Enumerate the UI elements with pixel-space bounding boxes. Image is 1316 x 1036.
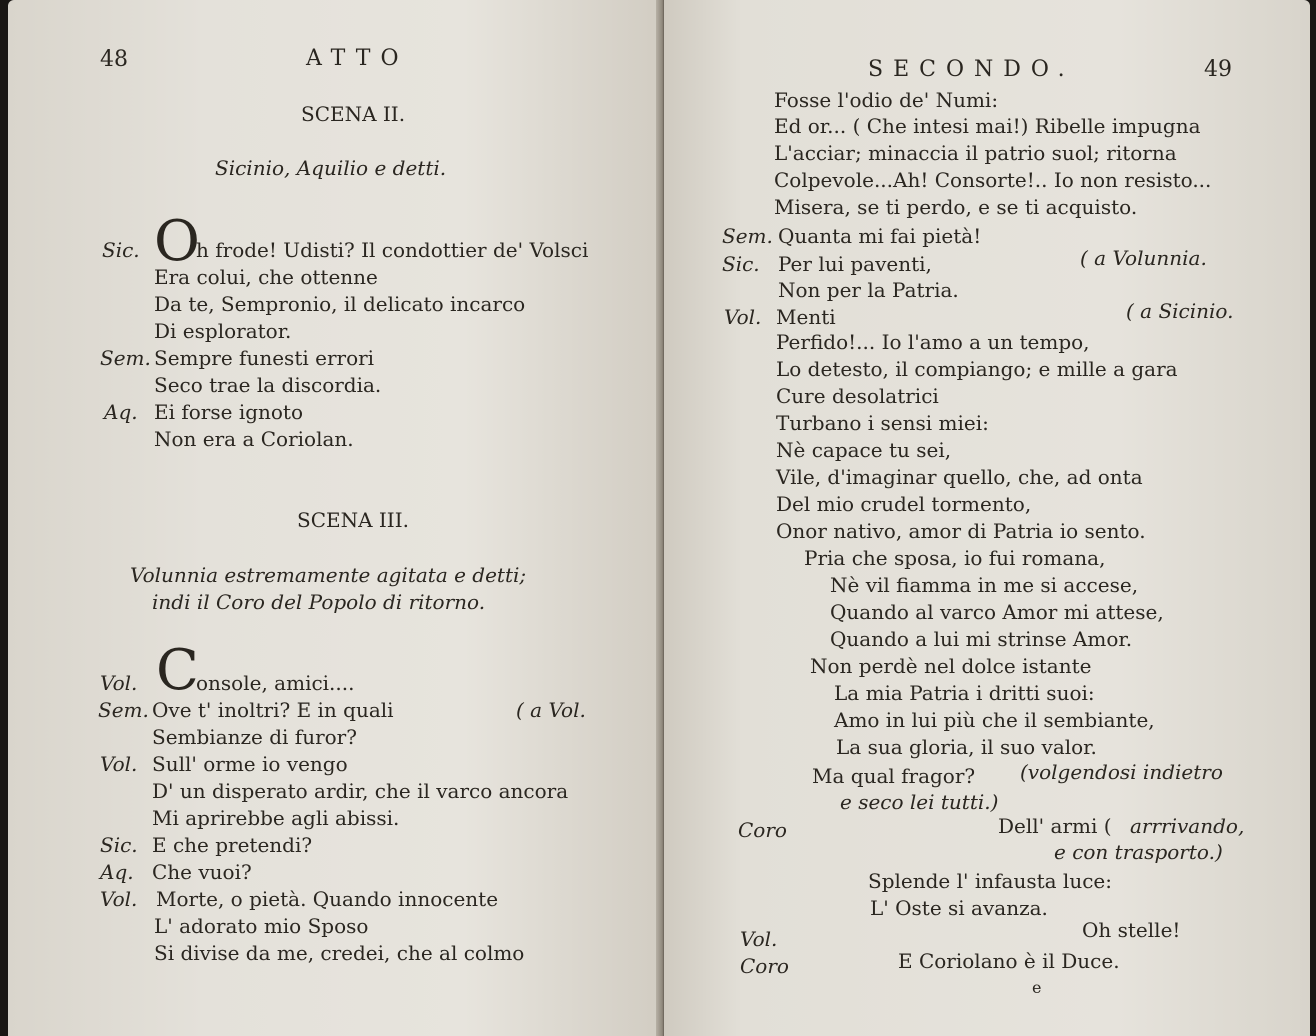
speaker: Coro <box>740 954 789 978</box>
stage-direction: ( a Volunnia. <box>1080 246 1207 270</box>
running-head: ATTO <box>306 46 409 71</box>
speaker: Vol. <box>100 671 138 695</box>
verse-line: h frode! Udisti? Il condottier de' Volsci <box>196 238 589 262</box>
verse-line: L' Oste si avanza. <box>870 896 1048 920</box>
scene-heading: SCENA II. <box>301 102 406 126</box>
speaker: Sem. <box>98 698 149 722</box>
verse-line: Lo detesto, il compiango; e mille a gara <box>776 357 1178 381</box>
verse-line: Turbano i sensi miei: <box>776 411 989 435</box>
verse-line: Colpevole...Ah! Consorte!.. Io non resisto... <box>774 168 1212 192</box>
signature-mark: e <box>1032 978 1042 997</box>
speaker: Vol. <box>724 305 762 329</box>
scene-cast: Volunnia estremamente agitata e detti; <box>130 563 527 587</box>
verse-line: Ove t' inoltri? E in quali <box>152 698 394 722</box>
verse-line: Dell' armi ( <box>998 814 1112 838</box>
verse-line: Sull' orme io vengo <box>152 752 348 776</box>
verse-line: Nè vil fiamma in me si accese, <box>830 573 1139 597</box>
verse-line: Onor nativo, amor di Patria io sento. <box>776 519 1146 543</box>
verse-line: Ma qual fragor? <box>812 764 976 788</box>
verse-line: onsole, amici.... <box>196 671 355 695</box>
page-number: 48 <box>100 47 128 72</box>
running-head: SECONDO. <box>868 57 1075 82</box>
scene-heading: SCENA III. <box>297 508 409 532</box>
verse-line: Oh stelle! <box>1082 918 1181 942</box>
verse-line: E Coriolano è il Duce. <box>898 949 1120 973</box>
scene-cast: indi il Coro del Popolo di ritorno. <box>152 590 486 614</box>
stage-direction: ( a Sicinio. <box>1126 299 1234 323</box>
verse-line: Cure desolatrici <box>776 384 939 408</box>
verse-line: Perfido!... Io l'amo a un tempo, <box>776 330 1090 354</box>
speaker: Vol. <box>100 887 138 911</box>
scene-cast: Sicinio, Aquilio e detti. <box>215 156 447 180</box>
verse-line: Da te, Sempronio, il delicato incarco <box>154 292 526 316</box>
verse-line: Sembianze di furor? <box>152 725 357 749</box>
drop-cap: C <box>156 638 199 703</box>
stage-direction: e con trasporto.) <box>1054 840 1223 864</box>
verse-line: Non per la Patria. <box>778 278 959 302</box>
verse-line: L' adorato mio Sposo <box>154 914 369 938</box>
speaker: Aq. <box>100 860 134 884</box>
verse-line: Si divise da me, credei, che al colmo <box>154 941 525 965</box>
speaker: Vol. <box>740 927 778 951</box>
verse-line: Vile, d'imaginar quello, che, ad onta <box>776 465 1143 489</box>
verse-line: Nè capace tu sei, <box>776 438 952 462</box>
verse-line: La mia Patria i dritti suoi: <box>834 681 1095 705</box>
verse-line: Ei forse ignoto <box>154 400 304 424</box>
verse-line: L'acciar; minaccia il patrio suol; ritorna <box>774 141 1177 165</box>
verse-line: La sua gloria, il suo valor. <box>836 735 1097 759</box>
speaker: Aq. <box>104 400 138 424</box>
speaker: Coro <box>738 818 787 842</box>
verse-line: Quando al varco Amor mi attese, <box>830 600 1164 624</box>
verse-line: Quanta mi fai pietà! <box>778 224 982 248</box>
speaker: Sic. <box>100 833 138 857</box>
drop-cap: O <box>154 209 200 274</box>
verse-line: Fosse l'odio de' Numi: <box>774 88 999 112</box>
verse-line: Era colui, che ottenne <box>154 265 378 289</box>
stage-direction: arrrivando, <box>1130 814 1245 838</box>
verse-line: Seco trae la discordia. <box>154 373 382 397</box>
stage-direction: e seco lei tutti.) <box>840 790 999 814</box>
left-page <box>8 0 660 1036</box>
speaker: Sic. <box>102 238 140 262</box>
verse-line: Che vuoi? <box>152 860 252 884</box>
verse-line: Ed or... ( Che intesi mai!) Ribelle impugna <box>774 114 1201 138</box>
verse-line: D' un disperato ardir, che il varco ancora <box>152 779 569 803</box>
verse-line: Mi aprirebbe agli abissi. <box>152 806 400 830</box>
verse-line: Pria che sposa, io fui romana, <box>804 546 1106 570</box>
right-page <box>664 0 1310 1036</box>
verse-line: Per lui paventi, <box>778 252 932 276</box>
speaker: Vol. <box>100 752 138 776</box>
verse-line: Quando a lui mi strinse Amor. <box>830 627 1133 651</box>
verse-line: Di esplorator. <box>154 319 292 343</box>
verse-line: Misera, se ti perdo, e se ti acquisto. <box>774 195 1138 219</box>
stage-direction: ( a Vol. <box>516 698 586 722</box>
stage-direction: (volgendosi indietro <box>1020 760 1223 784</box>
verse-line: Non perdè nel dolce istante <box>810 654 1092 678</box>
verse-line: E che pretendi? <box>152 833 313 857</box>
verse-line: Amo in lui più che il sembiante, <box>834 708 1155 732</box>
verse-line: Splende l' infausta luce: <box>868 869 1112 893</box>
verse-line: Del mio crudel tormento, <box>776 492 1032 516</box>
speaker: Sem. <box>100 346 151 370</box>
verse-line: Non era a Coriolan. <box>154 427 354 451</box>
page-number: 49 <box>1204 57 1232 82</box>
speaker: Sem. <box>722 224 773 248</box>
verse-line: Morte, o pietà. Quando innocente <box>156 887 499 911</box>
speaker: Sic. <box>722 252 760 276</box>
verse-line: Menti <box>776 305 836 329</box>
verse-line: Sempre funesti errori <box>154 346 375 370</box>
